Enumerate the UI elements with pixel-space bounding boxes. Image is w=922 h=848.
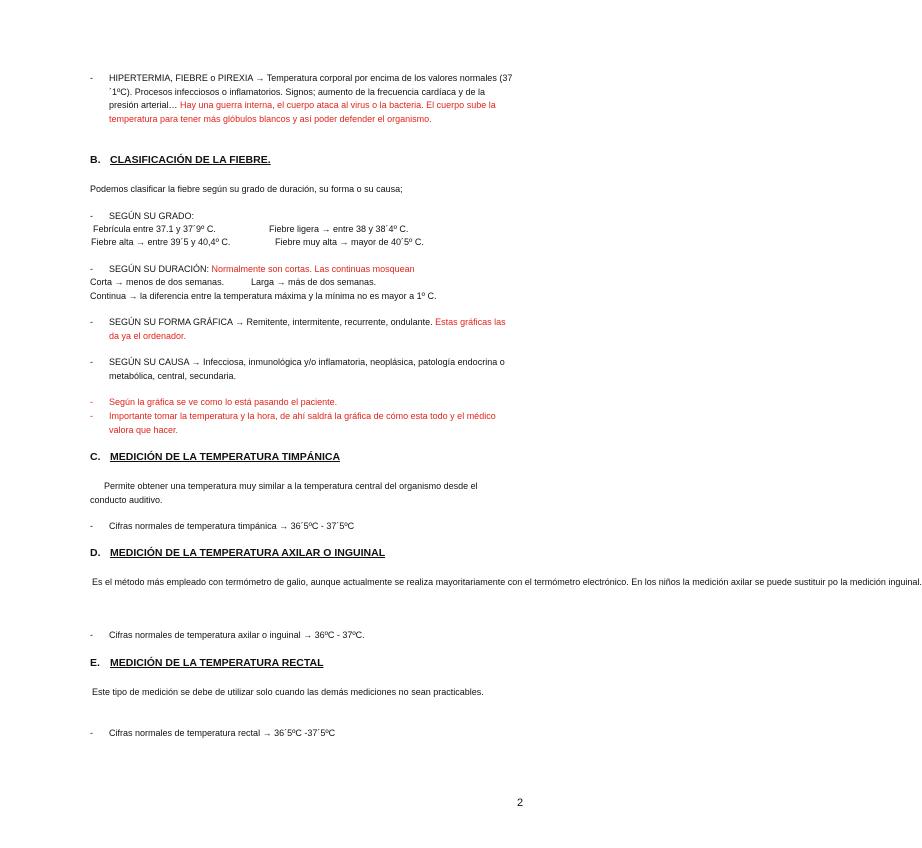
- grado-bullet: [90, 210, 515, 224]
- section-c-paragraph: Permite obtener una temperatura muy similar a la temperatura central del organismo desde el conducto auditivo.: [90, 481, 478, 505]
- causa-text: SEGÚN SU CAUSA → Infecciosa, inmunológica y/o inflamatoria, neoplásica, patología endocrina o metabólica, central, secundaria.: [109, 357, 505, 381]
- grado-fiebre-ligera: Fiebre ligera → entre 38 y 38´4º C.: [269, 224, 409, 234]
- section-d-paragraph-text: Es el método más empleado con termómetro de galio, aunque actualmente se realiza mayoritariamente con el termómetro electrónico. En los niños la medición axilar se puede sustituir po la medición inguinal.: [92, 577, 922, 587]
- duracion-continua: Continua → la diferencia entre la temperatura máxima y la mínima no es mayor a 1º C.: [90, 291, 437, 301]
- bullet-dash: -: [90, 211, 93, 221]
- section-c-letter: C.: [90, 451, 101, 463]
- intro-black-text: HIPERTERMIA, FIEBRE o PIREXIA → Temperatura corporal por encima de los valores normales (37´1ºC). Procesos infecciosos o inflamatorios. Signos; aumento de la frecuencia cardíaca y de la presión arterial…: [109, 73, 513, 110]
- bullet-dash: -: [90, 521, 93, 531]
- note-item: [90, 396, 515, 410]
- duracion-red-note: Normalmente son cortas. Las continuas mosquean: [209, 264, 415, 274]
- duracion-larga: Larga → más de dos semanas.: [251, 277, 377, 287]
- intro-text: [109, 72, 515, 126]
- grado-fiebre-muy-alta: Fiebre muy alta → mayor de 40´5º C.: [275, 237, 424, 247]
- note-text: Según la gráfica se ve como lo está pasando el paciente.: [109, 397, 338, 407]
- forma-text: [109, 316, 515, 343]
- section-b-letter: B.: [90, 154, 101, 166]
- section-e-paragraph: Este tipo de medición se debe de utilizar solo cuando las demás mediciones no sean practicables.: [92, 687, 484, 697]
- section-c-title: MEDICIÓN DE LA TEMPERATURA TIMPÁNICA: [110, 451, 341, 463]
- section-b-title: CLASIFICACIÓN DE LA FIEBRE.: [110, 154, 271, 166]
- grado-febricula: Febrícula entre 37.1 y 37´9º C.: [93, 224, 216, 234]
- section-d-paragraph: [90, 576, 922, 590]
- section-e-heading: [90, 656, 324, 670]
- bullet-dash: -: [90, 397, 93, 407]
- bullet-dash: -: [90, 73, 93, 83]
- duracion-head: SEGÚN SU DURACIÓN:: [109, 264, 210, 274]
- section-d-letter: D.: [90, 547, 101, 559]
- bullet-dash: -: [90, 264, 93, 274]
- duracion-corta: Corta → menos de dos semanas.: [90, 277, 225, 287]
- grado-head: SEGÚN SU GRADO:: [109, 211, 195, 221]
- note-text: Importante tomar la temperatura y la hora, de ahí saldrá la gráfica de cómo esta todo y el médico valora que hacer.: [109, 411, 496, 435]
- bullet-dash: -: [90, 357, 93, 367]
- section-b-intro: Podemos clasificar la fiebre según su grado de duración, su forma o su causa;: [90, 184, 403, 194]
- duracion-bullet: [90, 263, 515, 277]
- forma-red-note: Estas gráficas las da ya el ordenador.: [109, 317, 506, 341]
- section-c-bullet-text: Cifras normales de temperatura timpánica → 36´5ºC - 37´5ºC: [109, 521, 355, 531]
- intro-red-note: Hay una guerra interna, el cuerpo ataca al virus o la bacteria. El cuerpo sube la temperatura para tener más glóbulos blancos y así poder defender el organismo.: [109, 100, 496, 124]
- bullet-dash: -: [90, 630, 93, 640]
- section-e-letter: E.: [90, 657, 100, 669]
- bullet-dash: -: [90, 317, 93, 327]
- section-d-title: MEDICIÓN DE LA TEMPERATURA AXILAR O INGUINAL: [110, 547, 386, 559]
- causa-bullet: [90, 356, 515, 383]
- section-d-heading: [90, 546, 385, 560]
- grado-fiebre-alta: Fiebre alta → entre 39´5 y 40,4º C.: [91, 237, 231, 247]
- section-e-bullet: [90, 727, 515, 741]
- section-c-bullet: [90, 520, 515, 534]
- bullet-dash: -: [90, 728, 93, 738]
- page-number: 2: [517, 797, 524, 809]
- note-item: [90, 410, 515, 437]
- duracion-text: [109, 263, 515, 277]
- section-d-bullet: [90, 629, 515, 643]
- forma-bullet: [90, 316, 515, 343]
- section-e-bullet-text: Cifras normales de temperatura rectal → 36´5ºC -37´5ºC: [109, 728, 336, 738]
- section-e-title: MEDICIÓN DE LA TEMPERATURA RECTAL: [110, 657, 324, 669]
- section-d-bullet-text: Cifras normales de temperatura axilar o inguinal → 36ºC - 37ºC.: [109, 630, 365, 640]
- bullet-dash: -: [90, 411, 93, 421]
- intro-bullet: [90, 72, 515, 126]
- section-c-heading: [90, 450, 340, 464]
- section-b-heading: [90, 153, 271, 167]
- forma-black-text: SEGÚN SU FORMA GRÁFICA → Remitente, intermitente, recurrente, ondulante.: [109, 317, 433, 327]
